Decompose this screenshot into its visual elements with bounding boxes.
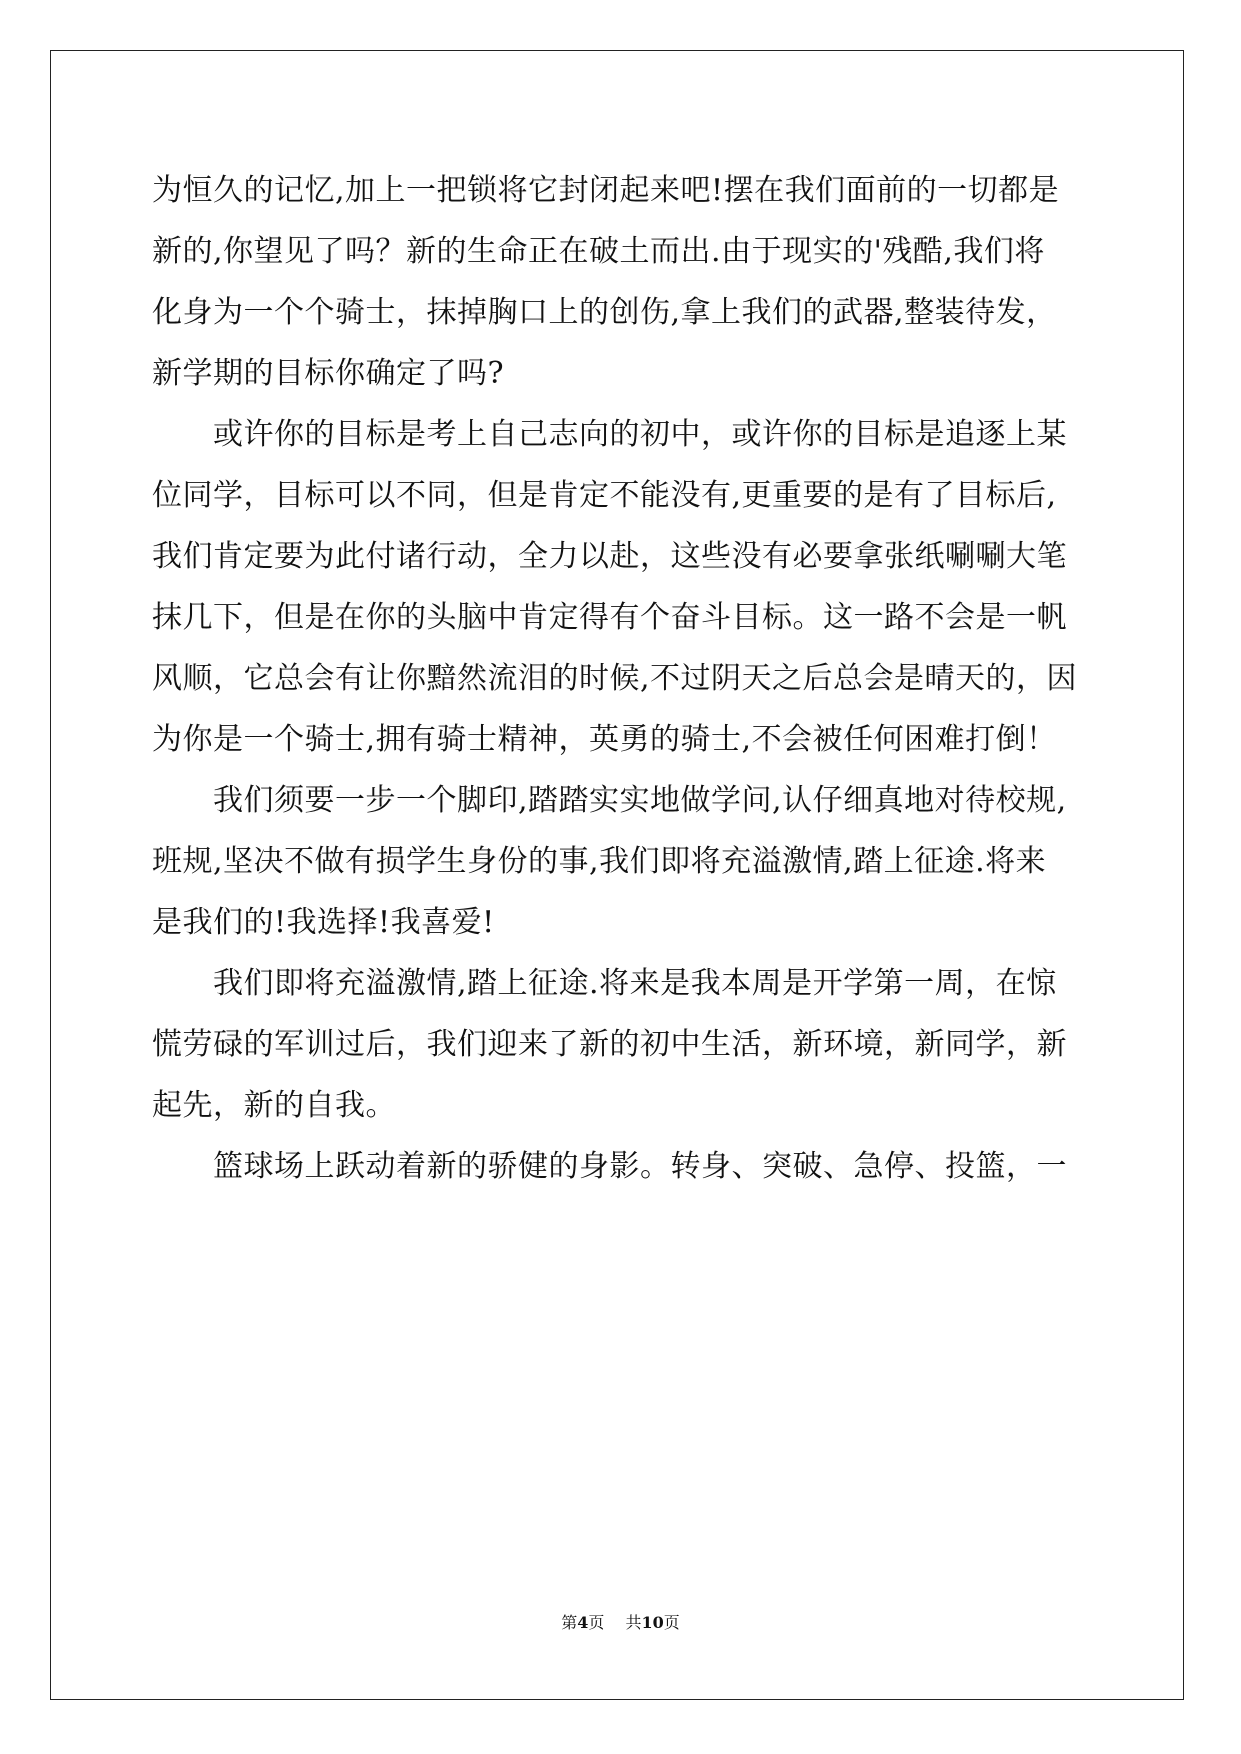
total-suffix: 页 [663,1613,680,1632]
text-line: 风顺，它总会有让你黯然流泪的时候,不过阴天之后总会是晴天的，因 [152,661,1078,696]
text-line: 新学期的目标你确定了吗? [152,356,505,391]
text-line: 为恒久的记忆,加上一把锁将它封闭起来吧!摆在我们面前的一切都是 [152,173,1060,208]
page-footer [0,1610,1241,1633]
text-line: 我们肯定要为此付诸行动，全力以赴，这些没有必要拿张纸唰唰大笔 [152,539,1067,574]
text-line: 篮球场上跃动着新的骄健的身影。转身、突破、急停、投篮，一 [152,1149,1067,1184]
text-line: 我们即将充溢激情,踏上征途.将来是我本周是开学第一周，在惊 [152,966,1057,1001]
text-line: 慌劳碌的军训过后，我们迎来了新的初中生活，新环境，新同学，新 [152,1027,1067,1062]
text-line: 抹几下，但是在你的头脑中肯定得有个奋斗目标。这一路不会是一帆 [152,600,1067,635]
text-line: 为你是一个骑士,拥有骑士精神，英勇的骑士,不会被任何困难打倒！ [152,722,1057,757]
text-line: 我们须要一步一个脚印,踏踏实实地做学问,认仔细真地对待校规, [152,783,1067,818]
text-line: 是我们的!我选择!我喜爱! [152,905,495,940]
text-line: 位同学，目标可以不同，但是肯定不能没有,更重要的是有了目标后, [152,478,1057,513]
document-body [152,160,1082,1197]
page-suffix: 页 共 [588,1613,642,1632]
text-line: 班规,坚决不做有损学生身份的事,我们即将充溢激情,踏上征途.将来 [152,844,1047,879]
text-line: 化身为一个个骑士，抹掉胸口上的创伤,拿上我们的武器,整装待发， [152,295,1057,330]
text-line: 新的,你望见了吗？新的生命正在破土而出.由于现实的'残酷,我们将 [152,234,1045,269]
page-prefix: 第 [561,1613,578,1632]
total-pages: 10 [641,1613,664,1632]
text-line: 或许你的目标是考上自己志向的初中，或许你的目标是追逐上某 [152,417,1067,452]
page-number: 4 [577,1613,589,1632]
text-line: 起先，新的自我。 [152,1088,396,1123]
